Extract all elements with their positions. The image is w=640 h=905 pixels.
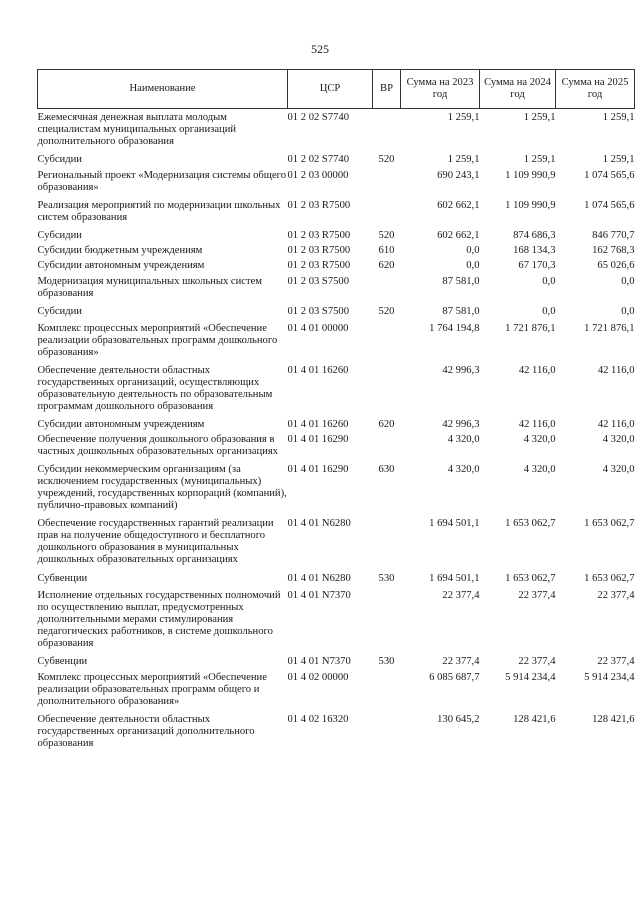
cell-vr: 530 [378, 656, 395, 667]
cell-vr [373, 109, 401, 149]
cell-csr: 01 2 03 00000 [287, 170, 349, 181]
cell-vr [373, 166, 401, 194]
cell-vr [373, 194, 401, 224]
header-sum-2025: Сумма на 2025 год [556, 70, 635, 109]
cell-name: Субсидии [37, 306, 82, 317]
cell-sum-2023: 1 259,1 [447, 112, 480, 123]
cell-vr [373, 431, 401, 458]
cell-csr: 01 2 02 S7740 [287, 154, 350, 165]
cell-vr [373, 585, 401, 650]
cell-sum-2024: 4 320,0 [523, 434, 556, 445]
cell-name: Реализация мероприятий по модернизации школьных систем образования [37, 200, 281, 223]
cell-name: Субсидии [37, 230, 82, 241]
cell-sum-2025: 4 320,0 [602, 464, 635, 475]
cell-csr: 01 4 01 16260 [287, 365, 349, 376]
cell-sum-2023: 130 645,2 [437, 714, 480, 725]
cell-sum-2025: 1 074 565,6 [584, 170, 635, 181]
table-row [38, 413, 635, 431]
budget-table [37, 69, 635, 750]
cell-sum-2025: 22 377,4 [597, 656, 635, 667]
cell-sum-2025: 1 653 062,7 [584, 573, 635, 584]
header-vr: ВР [373, 70, 401, 109]
cell-sum-2023: 87 581,0 [442, 306, 480, 317]
cell-sum-2023: 22 377,4 [442, 656, 480, 667]
cell-vr [373, 512, 401, 566]
cell-sum-2024: 168 134,3 [513, 245, 556, 256]
cell-csr: 01 4 01 N7370 [287, 656, 351, 667]
cell-csr: 01 4 01 00000 [287, 323, 349, 334]
cell-csr: 01 4 02 00000 [287, 672, 349, 683]
page-number: 525 [311, 42, 329, 56]
table-row [38, 300, 635, 318]
cell-sum-2024: 1 109 990,9 [505, 200, 556, 211]
cell-sum-2025: 1 721 876,1 [584, 323, 635, 334]
cell-vr [373, 708, 401, 750]
cell-csr: 01 2 03 R7500 [287, 200, 351, 211]
cell-vr [373, 359, 401, 413]
table-row [38, 224, 635, 242]
cell-name: Региональный проект «Модернизация системы общего образования» [37, 170, 287, 193]
cell-name: Субвенции [37, 573, 88, 584]
cell-vr: 630 [378, 464, 395, 475]
cell-sum-2024: 5 914 234,4 [505, 672, 556, 683]
cell-name: Субсидии автономным учреждениям [37, 260, 205, 271]
cell-name: Обеспечение государственных гарантий реализации прав на получение общедоступного и бесплатного дошкольного образования в муниципальных дошкольных образовательных организациях [37, 518, 274, 565]
cell-sum-2024: 22 377,4 [518, 590, 556, 601]
cell-sum-2023: 602 662,1 [437, 200, 480, 211]
cell-vr [373, 318, 401, 359]
cell-csr: 01 2 02 S7740 [287, 112, 350, 123]
cell-csr: 01 2 03 R7500 [287, 245, 351, 256]
cell-name: Обеспечение получения дошкольного образования в частных дошкольных образовательных организациях [37, 434, 279, 457]
cell-vr [373, 272, 401, 300]
cell-sum-2023: 42 996,3 [442, 365, 480, 376]
cell-csr: 01 2 03 R7500 [287, 260, 351, 271]
cell-csr: 01 4 01 N6280 [287, 573, 351, 584]
cell-csr: 01 4 01 16290 [287, 464, 349, 475]
cell-name: Субвенции [37, 656, 88, 667]
cell-sum-2024: 42 116,0 [518, 365, 556, 376]
cell-sum-2024: 1 109 990,9 [505, 170, 556, 181]
cell-sum-2023: 1 259,1 [447, 154, 480, 165]
cell-sum-2023: 4 320,0 [447, 434, 480, 445]
cell-sum-2024: 1 259,1 [523, 112, 556, 123]
cell-sum-2023: 0,0 [466, 245, 480, 256]
cell-sum-2025: 1 259,1 [602, 112, 635, 123]
cell-sum-2023: 4 320,0 [447, 464, 480, 475]
cell-name: Субсидии автономным учреждениям [37, 419, 205, 430]
table-row [38, 650, 635, 668]
header-csr: ЦСР [288, 70, 373, 109]
cell-sum-2025: 1 653 062,7 [584, 518, 635, 529]
cell-sum-2025: 846 770,7 [592, 230, 635, 241]
cell-sum-2025: 0,0 [621, 276, 635, 287]
cell-sum-2023: 42 996,3 [442, 419, 480, 430]
cell-name: Комплекс процессных мероприятий «Обеспечение реализации образовательных программ дошкольного образования» [37, 323, 278, 358]
cell-csr: 01 2 03 R7500 [287, 230, 351, 241]
table-row [38, 585, 635, 650]
cell-csr: 01 4 01 N6280 [287, 518, 351, 529]
cell-sum-2025: 42 116,0 [597, 419, 635, 430]
cell-sum-2025: 128 421,6 [592, 714, 635, 725]
cell-vr: 620 [378, 260, 395, 271]
table-row [38, 359, 635, 413]
cell-sum-2024: 42 116,0 [518, 419, 556, 430]
table-row [38, 242, 635, 257]
cell-name: Ежемесячная денежная выплата молодым специалистам муниципальных организаций дополнительного образования [37, 112, 237, 147]
cell-sum-2025: 4 320,0 [602, 434, 635, 445]
cell-sum-2025: 65 026,6 [597, 260, 635, 271]
cell-name: Исполнение отдельных государственных полномочий по осуществлению выплат, предусмотренных дополнительными мерами стимулирования педагогических работников, в системе дошкольного образования [37, 590, 281, 649]
cell-csr: 01 4 01 16260 [287, 419, 349, 430]
table-row [38, 109, 635, 149]
table-row [38, 431, 635, 458]
cell-name: Субсидии [37, 154, 82, 165]
cell-sum-2024: 67 170,3 [518, 260, 556, 271]
cell-sum-2025: 5 914 234,4 [584, 672, 635, 683]
cell-name: Обеспечение деятельности областных государственных организаций, осуществляющих образовательную деятельность по образовательным программам дошкольного образования [37, 365, 273, 412]
cell-sum-2023: 1 694 501,1 [429, 573, 480, 584]
table-row [38, 708, 635, 750]
cell-sum-2025: 0,0 [621, 306, 635, 317]
header-row [38, 70, 635, 109]
cell-sum-2024: 1 653 062,7 [505, 573, 556, 584]
header-sum-2023: Сумма на 2023 год [401, 70, 480, 109]
cell-name: Обеспечение деятельности областных государственных организаций дополнительного образования [37, 714, 255, 749]
cell-sum-2025: 22 377,4 [597, 590, 635, 601]
cell-csr: 01 4 01 16290 [287, 434, 349, 445]
cell-sum-2024: 1 653 062,7 [505, 518, 556, 529]
cell-csr: 01 2 03 S7500 [287, 276, 350, 287]
table-row [38, 166, 635, 194]
cell-sum-2023: 1 694 501,1 [429, 518, 480, 529]
cell-name: Комплекс процессных мероприятий «Обеспечение реализации образовательных программ общего и дополнительного образования» [37, 672, 267, 707]
table-row [38, 272, 635, 300]
table-body [38, 109, 635, 751]
cell-vr: 620 [378, 419, 395, 430]
table-row [38, 148, 635, 166]
cell-name: Модернизация муниципальных школьных систем образования [37, 276, 262, 299]
table-header [38, 70, 635, 109]
table-row [38, 668, 635, 708]
cell-sum-2023: 22 377,4 [442, 590, 480, 601]
cell-vr [373, 668, 401, 708]
cell-vr: 530 [378, 573, 395, 584]
cell-sum-2023: 0,0 [466, 260, 480, 271]
cell-sum-2024: 874 686,3 [513, 230, 556, 241]
cell-sum-2025: 1 074 565,6 [584, 200, 635, 211]
table-row [38, 318, 635, 359]
table-row [38, 566, 635, 585]
cell-vr: 520 [378, 230, 395, 241]
cell-vr: 610 [378, 245, 395, 256]
cell-sum-2025: 42 116,0 [597, 365, 635, 376]
cell-sum-2024: 0,0 [542, 276, 556, 287]
cell-sum-2025: 1 259,1 [602, 154, 635, 165]
cell-sum-2024: 1 721 876,1 [505, 323, 556, 334]
cell-sum-2024: 22 377,4 [518, 656, 556, 667]
cell-sum-2023: 690 243,1 [437, 170, 480, 181]
table-row [38, 257, 635, 272]
cell-name: Субсидии бюджетным учреждениям [37, 245, 203, 256]
cell-sum-2023: 602 662,1 [437, 230, 480, 241]
cell-sum-2024: 4 320,0 [523, 464, 556, 475]
cell-csr: 01 4 01 N7370 [287, 590, 351, 601]
table-row [38, 458, 635, 512]
table-row [38, 512, 635, 566]
cell-sum-2024: 128 421,6 [513, 714, 556, 725]
cell-sum-2023: 87 581,0 [442, 276, 480, 287]
cell-vr: 520 [378, 306, 395, 317]
cell-name: Субсидии некоммерческим организациям (за исключением государственных (муниципальных) учреждений, государственных корпораций (компаний), публично-правовых компаний) [37, 464, 287, 511]
cell-sum-2023: 6 085 687,7 [429, 672, 480, 683]
cell-sum-2024: 0,0 [542, 306, 556, 317]
cell-csr: 01 2 03 S7500 [287, 306, 350, 317]
cell-sum-2025: 162 768,3 [592, 245, 635, 256]
header-name: Наименование [38, 70, 288, 109]
cell-sum-2023: 1 764 194,8 [429, 323, 480, 334]
cell-sum-2024: 1 259,1 [523, 154, 556, 165]
cell-vr: 520 [378, 154, 395, 165]
cell-csr: 01 4 02 16320 [287, 714, 349, 725]
table-row [38, 194, 635, 224]
header-sum-2024: Сумма на 2024 год [480, 70, 556, 109]
